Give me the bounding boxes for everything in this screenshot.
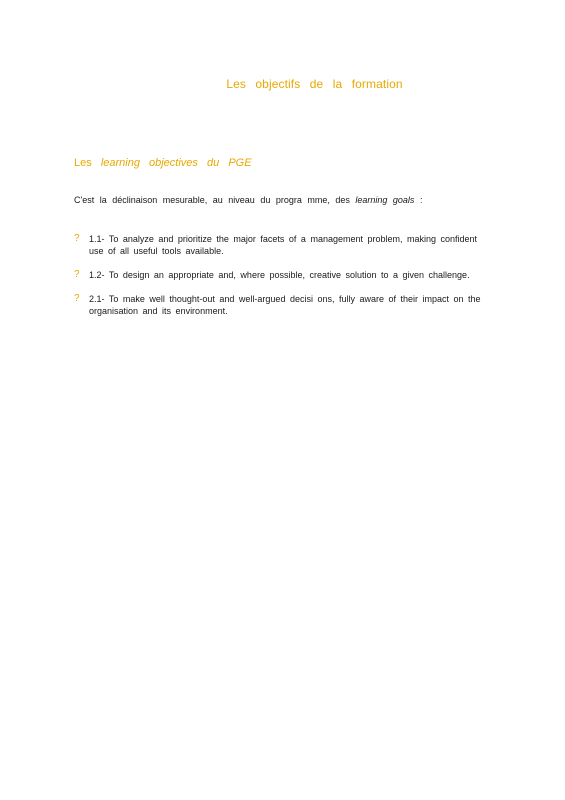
objective-item: [74, 269, 484, 281]
section-heading: [74, 157, 252, 169]
objective-text: 1.1- To analyze and prioritize the major facets of a management problem, making confident use of all useful tools available.: [89, 234, 478, 256]
section-heading-suffix: PGE: [228, 157, 252, 169]
bullet-icon: ?: [74, 233, 80, 244]
section-heading-italic: learning objectives: [100, 157, 198, 169]
intro-paragraph: [74, 195, 422, 205]
page-title: Les objectifs de la formation: [226, 77, 403, 91]
objective-item: [74, 233, 484, 257]
objective-text: 1.2- To design an appropriate and, where possible, creative solution to a given challenge.: [89, 270, 470, 280]
intro-text: C'est la déclinaison mesurable, au niveau du progra mme, des: [74, 195, 350, 205]
intro-italic-text: learning goals: [355, 195, 415, 205]
intro-colon: :: [419, 195, 423, 205]
bullet-icon: ?: [74, 293, 80, 304]
objectives-list: [74, 233, 484, 329]
section-heading-middle: du: [207, 157, 220, 169]
bullet-icon: ?: [74, 269, 80, 280]
objective-item: [74, 293, 484, 317]
objective-text: 2.1- To make well thought-out and well-argued decisi ons, fully aware of their impact on the organisation and its environment.: [89, 294, 481, 316]
section-heading-prefix: Les: [74, 157, 92, 169]
